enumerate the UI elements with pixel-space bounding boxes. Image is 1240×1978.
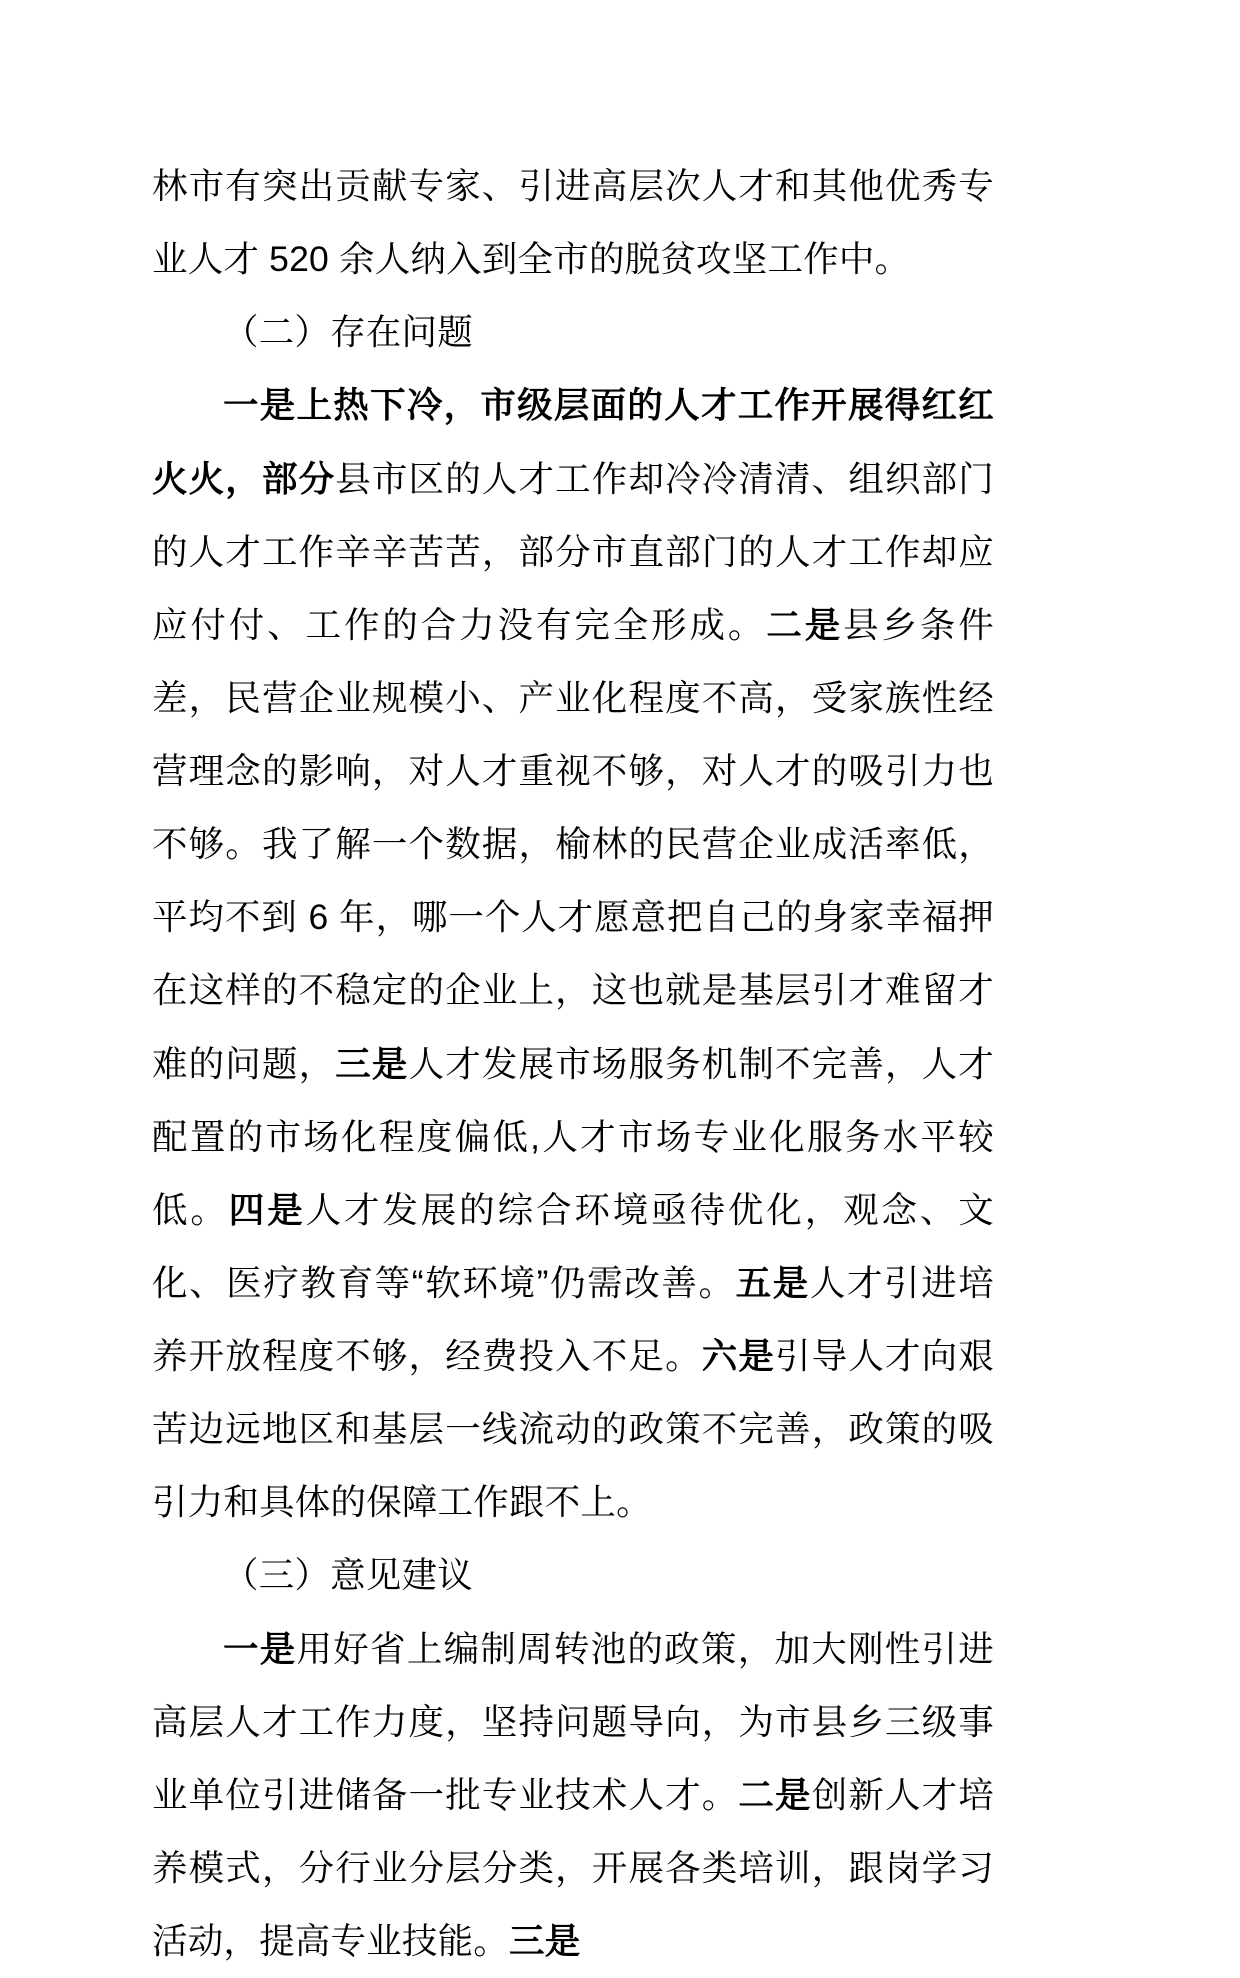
section-heading-existing-problems: （二）存在问题: [152, 296, 994, 369]
document-body: [152, 150, 994, 1978]
text-run-emphasis: 五是: [736, 1263, 810, 1303]
text-run: 林市有突出贡献专家、引进高层次人才和其他优秀专业人才 520 余人纳入到全市的脱贫攻坚工作中。: [152, 166, 994, 279]
paragraph-continued-intro: [152, 150, 994, 296]
text-run: 引导人才向艰苦边远地区和基层一线流动的政策不完善，政策的吸引力和具体的保障工作跟不上。: [152, 1336, 994, 1522]
text-run: 人才发展的综合环境亟待优化，观念、文化、医疗教育等“软环境”仍需改善。: [152, 1190, 994, 1303]
section-heading-opinions-suggestions: （三）意见建议: [152, 1539, 994, 1612]
paragraph-opinions-suggestions: [152, 1613, 994, 1978]
text-run: 县市区的人才工作却冷冷清清、组织部门的人才工作辛辛苦苦，部分市直部门的人才工作却应应付付、工作的合力没有完全形成。: [152, 459, 994, 645]
text-run-emphasis: 二是: [766, 605, 843, 645]
text-run: 创新人才培养模式，分行业分层分类，开展各类培训，跟岗学习活动，提高专业技能。: [152, 1775, 994, 1961]
paragraph-existing-problems: [152, 369, 994, 1539]
text-run: 县乡条件差，民营企业规模小、产业化程度不高，受家族性经营理念的影响，对人才重视不够，对人才的吸引力也不够。我了解一个数据，榆林的民营企业成活率低，平均不到 6 年，哪一个人才愿意把自己的身家幸福押在这样的不稳定的企业上，这也就是基层引才难留才难的问题，: [152, 605, 994, 1084]
text-run-emphasis: 四是: [229, 1190, 306, 1230]
text-run-emphasis: 一是: [223, 1629, 297, 1669]
text-run: 人才引进培养开放程度不够，经费投入不足。: [152, 1263, 994, 1376]
text-run-emphasis: 三是: [335, 1044, 408, 1084]
text-run-emphasis: 一是上热下冷，市级层面的人才工作开展得红红火火，部分: [152, 385, 994, 498]
text-run-emphasis: 二是: [738, 1775, 811, 1815]
text-run: 用好省上编制周转池的政策，加大刚性引进高层人才工作力度，坚持问题导向，为市县乡三级事业单位引进储备一批专业技术人才。: [152, 1629, 994, 1815]
text-run-emphasis: 六是: [702, 1336, 775, 1376]
text-run: 人才发展市场服务机制不完善，人才配置的市场化程度偏低,人才市场专业化服务水平较低。: [152, 1044, 994, 1230]
text-run-emphasis: 三是: [509, 1921, 580, 1961]
